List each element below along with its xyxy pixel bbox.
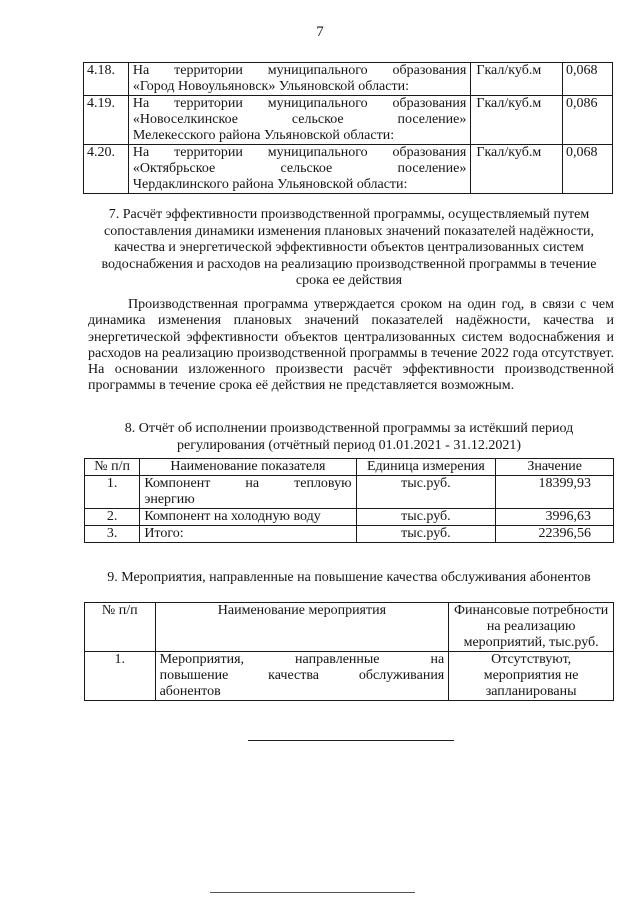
tariff-row bbox=[84, 96, 613, 145]
territory-description bbox=[128, 145, 470, 194]
value-cell: 22396,56 bbox=[496, 526, 614, 543]
text-line: Мелекесского района Ульяновской области: bbox=[132, 128, 395, 143]
section-9-heading: 9. Мероприятия, направленные на повышение качества обслуживания абонентов bbox=[107, 570, 591, 585]
text-line: Компонент на холодную воду bbox=[144, 509, 321, 524]
page-number: 7 bbox=[316, 24, 324, 40]
section-7-heading: 7. Расчёт эффективности производственной программы, осуществляемый путем сопоставления динамики изменения плановых значений показателей надёжности, качества и энергетической эффективности объектов централизованных систем водоснабжения и расходов на реализацию производственной программы в течение срока ее действия bbox=[101, 207, 597, 288]
row-number: 4.18. bbox=[84, 63, 129, 96]
text-line: На территории муниципального образования bbox=[132, 63, 467, 78]
unit-cell: Гкал/куб.м bbox=[471, 145, 563, 194]
unit-cell: тыс.руб. bbox=[356, 526, 496, 543]
section-7-paragraph bbox=[88, 297, 614, 395]
row-number: 1. bbox=[85, 476, 140, 509]
text-line: абонентов bbox=[159, 684, 221, 699]
section-7-paragraph-text: Производственная программа утверждается сроком на один год, в связи с чем динамика изменения плановых значений показателей надёжности, качества и энергетической эффективности объектов централизованных систем водоснабжения и расходов на реализацию производственной программы в течение 2022 года отсутствует. На основании изложенного произвести расчёт эффективности производственной программы в течение срока её действия не представляется возможным. bbox=[88, 297, 614, 394]
territory-description bbox=[128, 63, 470, 96]
territory-description bbox=[128, 96, 470, 145]
text-line: повышение качества обслуживания bbox=[159, 668, 445, 683]
text-line: «Октябрьское сельское поселение» bbox=[132, 161, 467, 176]
value-cell: 0,086 bbox=[563, 96, 613, 145]
report-table bbox=[84, 458, 614, 543]
report-header-unit: Единица измерения bbox=[356, 459, 496, 476]
value-cell: 18399,93 bbox=[496, 476, 614, 509]
value-cell: 0,068 bbox=[563, 63, 613, 96]
text-line: Мероприятия, направленные на bbox=[159, 652, 445, 667]
measure-name bbox=[155, 652, 449, 701]
text-line: На территории муниципального образования bbox=[132, 145, 467, 160]
measures-table bbox=[84, 602, 614, 701]
footer-line bbox=[210, 892, 415, 893]
report-header-num: № п/п bbox=[85, 459, 140, 476]
section-8-heading: 8. Отчёт об исполнении производственной программы за истёкший период регулирования (отчётный период 01.01.2021 - 31.12.2021) bbox=[124, 421, 574, 453]
report-row bbox=[85, 526, 614, 543]
text-line: На территории муниципального образования bbox=[132, 96, 467, 111]
value-cell: 0,068 bbox=[563, 145, 613, 194]
unit-cell: тыс.руб. bbox=[356, 476, 496, 509]
measures-header-finance: Финансовые потребности на реализацию мероприятий, тыс.руб. bbox=[449, 603, 614, 652]
text-line: Компонент на тепловую bbox=[144, 476, 352, 491]
measures-row bbox=[85, 652, 614, 701]
row-number: 4.20. bbox=[84, 145, 129, 194]
tariff-table bbox=[83, 62, 613, 194]
report-header-value: Значение bbox=[496, 459, 614, 476]
row-number: 2. bbox=[85, 509, 140, 526]
row-number: 3. bbox=[85, 526, 140, 543]
indicator-name bbox=[140, 526, 356, 543]
finance-cell: Отсутствуют, мероприятия не запланированы bbox=[449, 652, 614, 701]
tariff-row bbox=[84, 145, 613, 194]
unit-cell: Гкал/куб.м bbox=[471, 63, 563, 96]
row-number: 4.19. bbox=[84, 96, 129, 145]
measures-header-num: № п/п bbox=[85, 603, 156, 652]
unit-cell: тыс.руб. bbox=[356, 509, 496, 526]
indicator-name bbox=[140, 476, 356, 509]
report-row bbox=[85, 509, 614, 526]
measures-header-name: Наименование мероприятия bbox=[155, 603, 449, 652]
text-line: энергию bbox=[144, 492, 195, 507]
report-header-name: Наименование показателя bbox=[140, 459, 356, 476]
report-row bbox=[85, 476, 614, 509]
row-number: 1. bbox=[85, 652, 156, 701]
text-line: Чердаклинского района Ульяновской области: bbox=[132, 177, 408, 192]
value-cell: 3996,63 bbox=[496, 509, 614, 526]
unit-cell: Гкал/куб.м bbox=[471, 96, 563, 145]
text-line: «Город Новоульяновск» Ульяновской области: bbox=[132, 79, 409, 94]
text-line: Итого: bbox=[144, 526, 184, 541]
bottom-rule bbox=[248, 740, 454, 741]
text-line: «Новоселкинское сельское поселение» bbox=[132, 112, 467, 127]
indicator-name bbox=[140, 509, 356, 526]
tariff-row bbox=[84, 63, 613, 96]
